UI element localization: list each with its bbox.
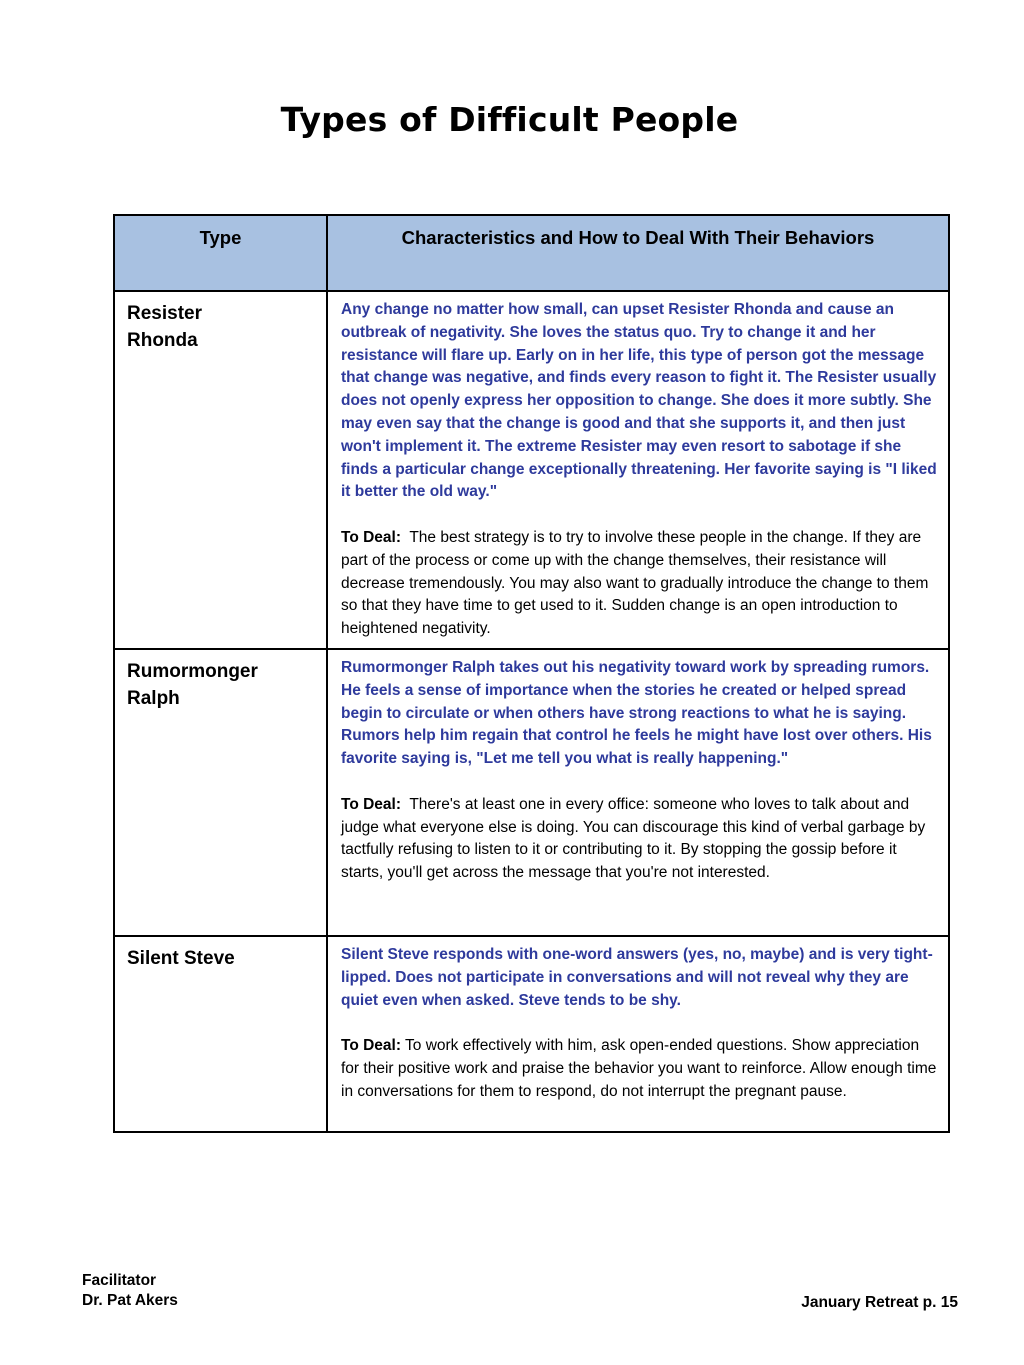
to-deal-label: To Deal: [341,795,401,813]
type-name: Rumormonger Ralph [114,649,327,936]
to-deal-label: To Deal: [341,528,401,546]
facilitator-label: Facilitator [82,1272,157,1289]
characteristics-text: Any change no matter how small, can upset Resister Rhonda and cause an outbreak of negativity. She loves the status quo. Try to change it and her resistance will flare up. Early on in her life, this type of person got the message that change was negative, and finds every reason to fight it. The Resister usually does not openly express her opposition to change. She does it more subtly. She may even say that the change is good and that she supports it, and then just won't implement it. The extreme Resister may even resort to sabotage if she finds a particular change exceptionally threatening. Her favorite saying is "I liked it better the old way." [341,301,937,501]
table-row [114,291,949,649]
table-row [114,936,949,1132]
type-name: Silent Steve [114,936,327,1132]
description-cell [327,936,949,1132]
table-row [114,649,949,936]
description-cell [327,649,949,936]
facilitator-name: Dr. Pat Akers [82,1292,178,1309]
to-deal-text: The best strategy is to try to involve these people in the change. If they are part of the process or come up with the change themselves, their resistance will decrease tremendously. You may also want to gradually introduce the change to them so that they have time to get used to it. Sudden change is an open introduction to heightened negativity. [341,528,933,638]
description-cell [327,291,949,649]
table-header-row [114,215,949,291]
column-header-characteristics: Characteristics and How to Deal With Their Behaviors [327,215,949,291]
to-deal-paragraph [341,794,940,885]
to-deal-text: There's at least one in every office: someone who loves to talk about and judge what everyone else is doing. You can discourage this kind of verbal garbage by tactfully refusing to listen to it or contributing to it. By stopping the gossip before it starts, you'll get across the message that you're not interested. [341,795,930,882]
to-deal-paragraph [341,1035,940,1103]
to-deal-label: To Deal: [341,1037,401,1055]
characteristics-text: Rumormonger Ralph takes out his negativity toward work by spreading rumors. He feels a sense of importance when the stories he created or helped spread begin to circulate or when others have strong reactions to what he is saying. Rumors help him regain that control he feels he might have lost over others. His favorite saying is, "Let me tell you what is really happening." [341,658,932,768]
to-deal-text: To work effectively with him, ask open-ended questions. Show appreciation for their positive work and praise the behavior you want to reinforce. Allow enough time in conversations for them to respond, do not interrupt the pregnant pause. [341,1037,941,1100]
difficult-people-table [113,214,950,1133]
footer-facilitator [82,1271,178,1311]
type-name: Resister Rhonda [114,291,327,649]
page-title: Types of Difficult People [280,100,739,139]
to-deal-paragraph [341,527,940,641]
characteristics-text: Silent Steve responds with one-word answers (yes, no, maybe) and is very tight-lipped. Does not participate in conversations and will not reveal why they are quiet even when asked. Steve tends to be shy. [341,945,933,1009]
column-header-type: Type [114,215,327,291]
footer-page-label: January Retreat p. 15 [801,1294,958,1311]
